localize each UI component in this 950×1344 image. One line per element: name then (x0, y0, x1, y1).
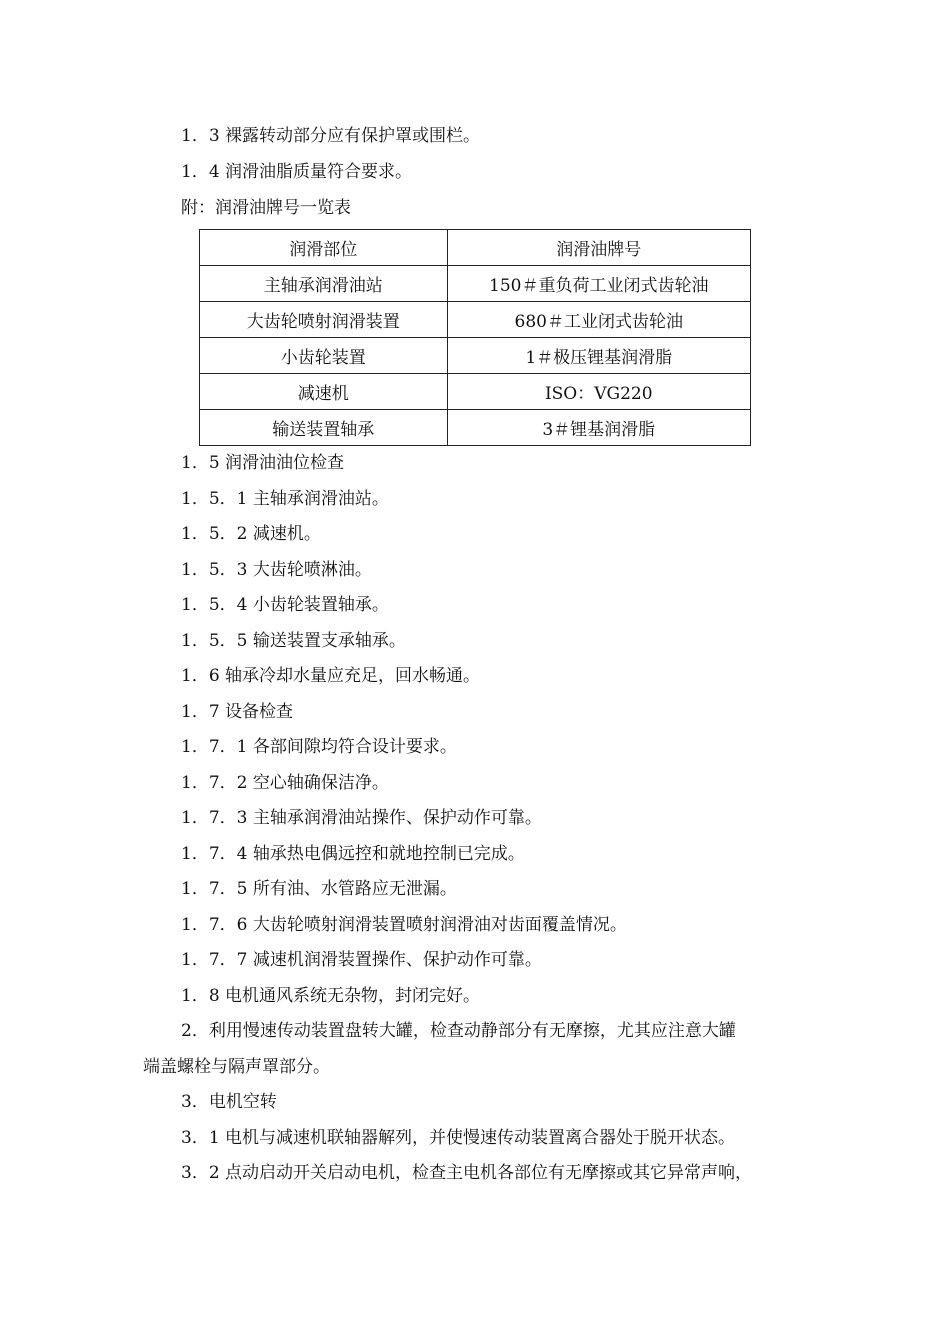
item-1-5-5: 1．5．5 输送装置支承轴承。 (181, 631, 406, 651)
item-1-7-4: 1．7．4 轴承热电偶远控和就地控制已完成。 (181, 844, 525, 864)
item-1-7-1: 1．7．1 各部间隙均符合设计要求。 (181, 737, 457, 757)
table-cell-grade: ISO：VG220 (447, 374, 751, 410)
item-1-5-4: 1．5．4 小齿轮装置轴承。 (181, 595, 389, 615)
item-1-8: 1．8 电机通风系统无杂物，封闭完好。 (181, 986, 481, 1006)
item-1-5: 1．5 润滑油油位检查 (181, 453, 345, 473)
item-1-4: 1．4 润滑油脂质量符合要求。 (181, 162, 413, 182)
item-3-2: 3．2 点动启动开关启动电机，检查主电机各部位有无摩擦或其它异常声响， (181, 1163, 753, 1183)
table-cell-grade: 680＃工业闭式齿轮油 (447, 302, 751, 338)
table-cell-grade: 3＃锂基润滑脂 (447, 410, 751, 446)
item-1-7-6: 1．7．6 大齿轮喷射润滑装置喷射润滑油对齿面覆盖情况。 (181, 915, 627, 935)
item-1-7: 1．7 设备检查 (181, 702, 294, 722)
table-cell-part: 主轴承润滑油站 (200, 266, 448, 302)
item-3: 3．电机空转 (181, 1092, 277, 1112)
header-lube-part: 润滑部位 (200, 230, 448, 266)
table-cell-part: 输送装置轴承 (200, 410, 448, 446)
table-cell-part: 大齿轮喷射润滑装置 (200, 302, 448, 338)
table-row (200, 374, 751, 410)
item-2: 2．利用慢速传动装置盘转大罐，检查动静部分有无摩擦，尤其应注意大罐 (181, 1021, 736, 1041)
table-cell-part: 小齿轮装置 (200, 338, 448, 374)
item-1-5-1: 1．5．1 主轴承润滑油站。 (181, 489, 389, 509)
item-1-5-2: 1．5．2 减速机。 (181, 524, 321, 544)
item-1-5-3: 1．5．3 大齿轮喷淋油。 (181, 560, 372, 580)
table-cell-part: 减速机 (200, 374, 448, 410)
lubricant-table (199, 229, 751, 446)
item-1-7-3: 1．7．3 主轴承润滑油站操作、保护动作可靠。 (181, 808, 542, 828)
table-cell-grade: 150＃重负荷工业闭式齿轮油 (447, 266, 751, 302)
table-row (200, 302, 751, 338)
table-row (200, 266, 751, 302)
item-1-3: 1．3 裸露转动部分应有保护罩或围栏。 (181, 126, 481, 146)
item-3-1: 3．1 电机与减速机联轴器解列，并使慢速传动装置离合器处于脱开状态。 (181, 1128, 736, 1148)
item-1-6: 1．6 轴承冷却水量应充足，回水畅通。 (181, 666, 481, 686)
item-2-continuation: 端盖螺栓与隔声罩部分。 (143, 1057, 330, 1077)
table-row (200, 338, 751, 374)
table-header-row (200, 230, 751, 266)
header-lube-grade: 润滑油牌号 (447, 230, 751, 266)
item-1-7-7: 1．7．7 减速机润滑装置操作、保护动作可靠。 (181, 950, 542, 970)
item-1-7-2: 1．7．2 空心轴确保洁净。 (181, 773, 389, 793)
item-1-7-5: 1．7．5 所有油、水管路应无泄漏。 (181, 879, 457, 899)
table-row (200, 410, 751, 446)
table-cell-grade: 1＃极压锂基润滑脂 (447, 338, 751, 374)
table-caption: 附：润滑油牌号一览表 (181, 198, 351, 218)
